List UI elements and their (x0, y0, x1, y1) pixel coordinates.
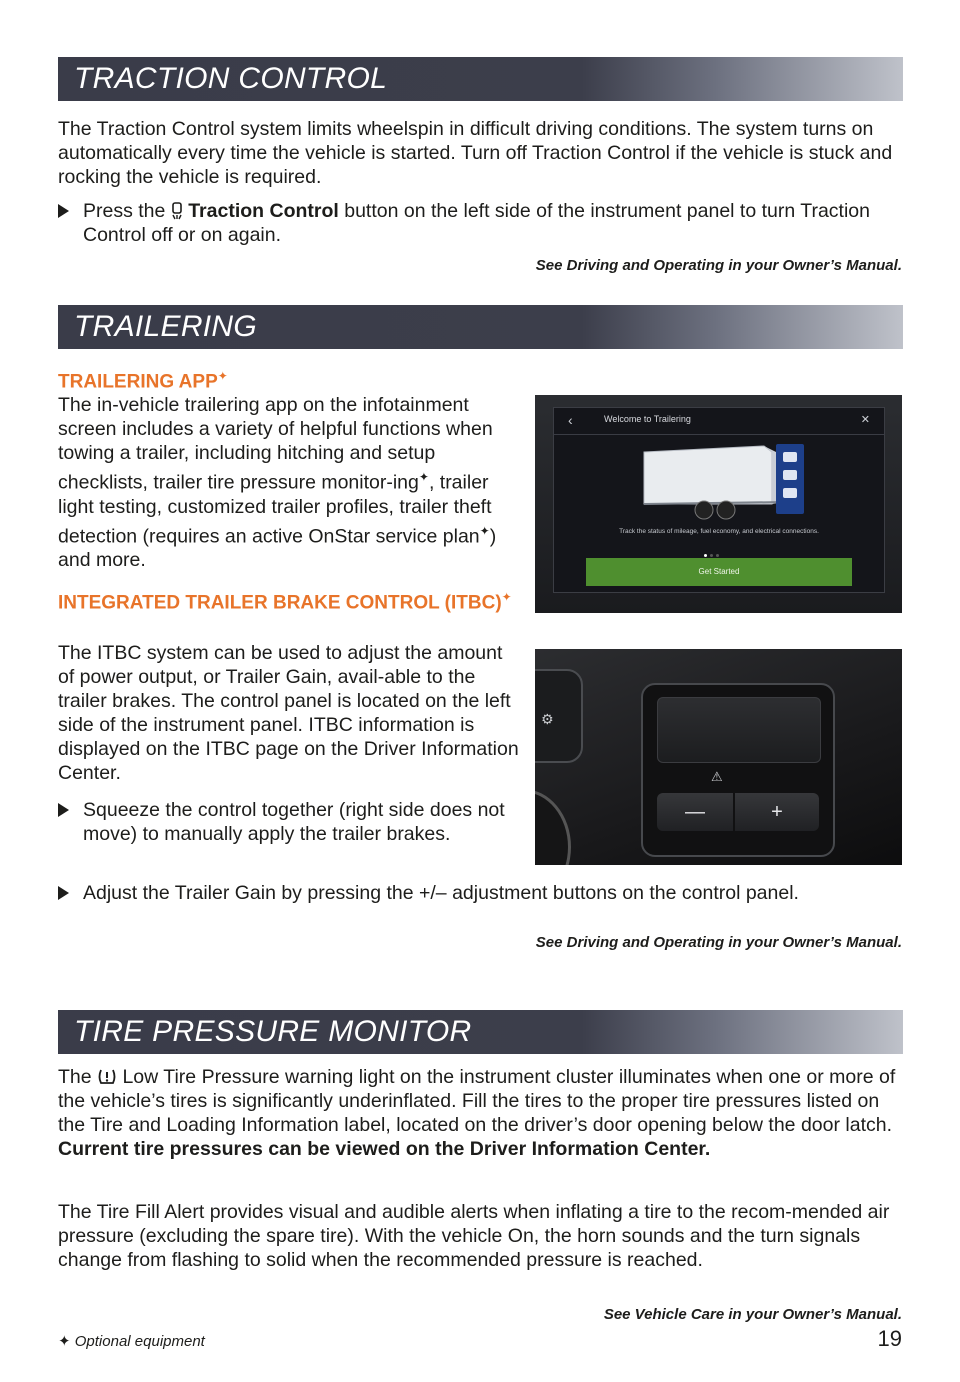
bullet-text-pre: Press the (83, 200, 166, 222)
screen-header (554, 408, 884, 435)
optional-equipment-note (58, 1332, 205, 1350)
screen-caption: Track the status of mileage, fuel economy, and electrical connections. (619, 528, 819, 535)
traction-control-icon (171, 202, 183, 220)
itbc-squeeze-lever[interactable] (657, 697, 821, 763)
tire-pressure-banner (58, 1010, 903, 1054)
trailering-app-body-3: ) and more. (58, 525, 497, 571)
itbc-heading (58, 585, 520, 615)
trailering-app-heading-text: TRAILERING APP (58, 371, 218, 393)
optional-star-icon: ✦ (501, 590, 512, 604)
bullet-arrow-icon (58, 204, 69, 218)
trailering-app-body-2: , trailer light testing, customized trailer profiles, trailer theft detection (requires an active OnStar service plan (58, 471, 492, 547)
screen-title: Welcome to Trailering (604, 414, 691, 424)
trailering-app-body (58, 393, 520, 572)
optional-star-icon: ✦ (418, 470, 429, 484)
traction-control-reference: See Driving and Operating in your Owner’s Manual. (535, 257, 902, 274)
itbc-bullet-squeeze (58, 798, 520, 846)
bullet-text-bold: Traction Control (188, 200, 339, 222)
gain-plus-button[interactable]: + (735, 793, 819, 831)
itbc-body: The ITBC system can be used to adjust the amount of power output, or Trailer Gain, avail-able to the trailer brakes. The control panel is located on the left side of the instrument panel. ITBC information is displayed on the ITBC page on the Driver Information Center. (58, 642, 519, 784)
bullet-arrow-icon (58, 803, 69, 817)
back-icon: ‹ (568, 412, 573, 428)
trailer-status-panel (776, 444, 804, 514)
trailering-app-body-1: The in-vehicle trailering app on the infotainment screen includes a variety of helpful functions when towing a trailer, including hitching and setup checklists, trailer tire pressure monitor-ing (58, 394, 493, 494)
itbc-heading-text: INTEGRATED TRAILER BRAKE CONTROL (ITBC) (58, 592, 502, 614)
itbc-module (641, 683, 835, 857)
connection-icon (783, 488, 797, 498)
trailering-app-screen-photo (535, 395, 902, 613)
tire-body-bold: Current tire pressures can be viewed on the Driver Information Center. (58, 1138, 711, 1160)
trailering-reference: See Driving and Operating in your Owner’s Manual. (535, 934, 902, 951)
tire-body-post: Low Tire Pressure warning light on the instrument cluster illuminates when one or more of the vehicle’s tires is significantly underinflated. Fill the tires to the proper tire pressures listed on the Tire and Loading Information label, located on the driver’s door opening below the door latch. (58, 1066, 896, 1136)
gauge-icon (783, 470, 797, 480)
page-dots (704, 544, 734, 548)
itbc-bullet-gain (58, 881, 903, 905)
tire-pressure-title: TIRE PRESSURE MONITOR (74, 1015, 472, 1048)
traction-control-body: The Traction Control system limits wheelspin in difficult driving conditions. The system turns on automatically every time the vehicle is started. Turn off Traction Control if the vehicle is stuck and rocking the vehicle is required. (58, 118, 893, 188)
optional-star-icon: ✦ (479, 523, 490, 538)
tire-pressure-body-2: The Tire Fill Alert provides visual and audible alerts when inflating a tire to the recom-mended air pressure (excluding the spare tire). With the vehicle On, the horn sounds and the turn signals change from flashing to solid when the recommended pressure is reached. (58, 1201, 890, 1271)
gain-minus-button[interactable]: — (657, 793, 733, 831)
page-number: 19 (877, 1326, 902, 1351)
fuel-icon (783, 452, 797, 462)
trailering-app-heading (58, 364, 228, 394)
headlamp-knob (535, 789, 571, 865)
optional-equipment-text: Optional equipment (74, 1333, 205, 1350)
tire-pressure-body-1 (58, 1065, 903, 1161)
traction-switch-icon: ⚙ (541, 711, 554, 727)
close-icon: ✕ (860, 414, 870, 426)
itbc-control-panel-photo (535, 649, 902, 865)
trailering-banner (58, 305, 903, 349)
optional-star-icon: ✦ (217, 369, 228, 383)
traction-control-bullet (58, 199, 903, 247)
optional-star-icon: ✦ (58, 1333, 71, 1350)
traction-control-title: TRACTION CONTROL (74, 62, 388, 95)
low-tire-pressure-icon (97, 1068, 117, 1086)
itbc-bullet-gain-text: Adjust the Trailer Gain by pressing the +/– adjustment buttons on the control panel. (83, 882, 799, 904)
infotainment-screen (553, 407, 885, 593)
trailering-title: TRAILERING (74, 310, 258, 343)
bullet-text-post: button on the left side of the instrument panel to turn Traction Control off or on again. (83, 200, 870, 246)
get-started-button[interactable]: Get Started (586, 558, 852, 586)
tire-pressure-reference: See Vehicle Care in your Owner’s Manual. (603, 1306, 902, 1323)
bullet-arrow-icon (58, 886, 69, 900)
tire-body-pre: The (58, 1066, 92, 1088)
traction-control-banner (58, 57, 903, 101)
trailer-brake-icon: ⚠ (711, 769, 723, 784)
itbc-bullet-squeeze-text: Squeeze the control together (right side does not move) to manually apply the trailer brakes. (83, 799, 505, 845)
trailer-illustration (634, 442, 794, 526)
